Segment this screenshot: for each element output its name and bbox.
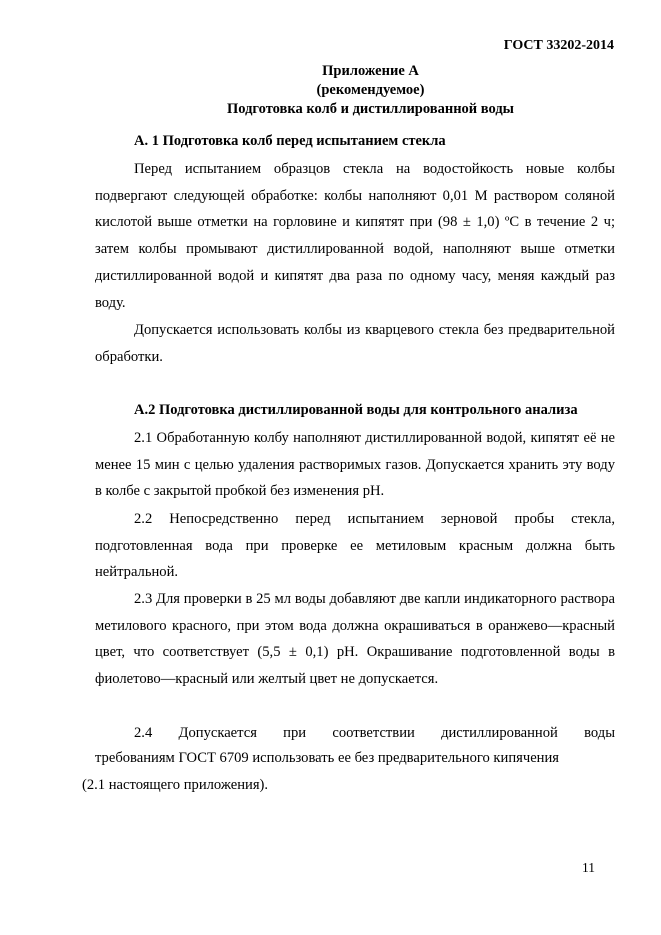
section-a2-paragraph-2-4-line-3: (2.1 настоящего приложения). [82,777,269,793]
section-a2-paragraph-2-4: 2.4 Допускается при соответствии дистиллированной воды [134,725,615,741]
page-number: 11 [582,860,595,875]
appendix-status: (рекомендуемое) [316,82,425,98]
appendix-title: Подготовка колб и дистиллированной воды [226,101,515,117]
standard-code: ГОСТ 33202-2014 [503,38,614,53]
appendix-heading [0,62,661,119]
section-a2-paragraph-2-2: 2.2 Непосредственно перед испытанием зерновой пробы стекла, подготовленная вода при проверке ее метиловым красным должна быть нейтральной. [95,511,615,581]
section-a1-title: А. 1 Подготовка колб перед испытанием стекла [134,133,446,149]
section-a2-paragraph-2-1: 2.1 Обработанную колбу наполняют дистиллированной водой, кипятят её не менее 15 мин с целью удаления растворимых газов. Допускается хранить эту воду в колбе с закрытой пробкой без изменения рН. [95,430,615,500]
section-a1-paragraph-2: Допускается использовать колбы из кварцевого стекла без предварительной обработки. [95,322,615,365]
section-a2-paragraph-2-3: 2.3 Для проверки в 25 мл воды добавляют две капли индикаторного раствора метилового красного, при этом вода должна окрашиваться в оранжево—красный цвет, что соответствует (5,5 ± 0,1) рН. Окрашивание подготовленной воды в фиолетово—красный или желтый цвет не допускается. [95,591,615,688]
section-a2-paragraph-2-4-line-2: требованиям ГОСТ 6709 использовать ее без предварительного кипячения [95,750,560,766]
section-a2-title: А.2 Подготовка дистиллированной воды для контрольного анализа [134,402,578,418]
appendix-label: Приложение А [322,63,419,79]
section-a1-paragraph-1: Перед испытанием образцов стекла на водостойкость новые колбы подвергают следующей обработке: колбы наполняют 0,01 М раствором соляной кислотой выше отметки на горловине и кипятят при (98 ± 1,0) ºС в течение 2 ч; затем колбы промывают дистиллированной водой, наполняют выше отметки дистиллированной водой и кипятят два раза по одному часу, меняя каждый раз воду. [95,161,615,311]
